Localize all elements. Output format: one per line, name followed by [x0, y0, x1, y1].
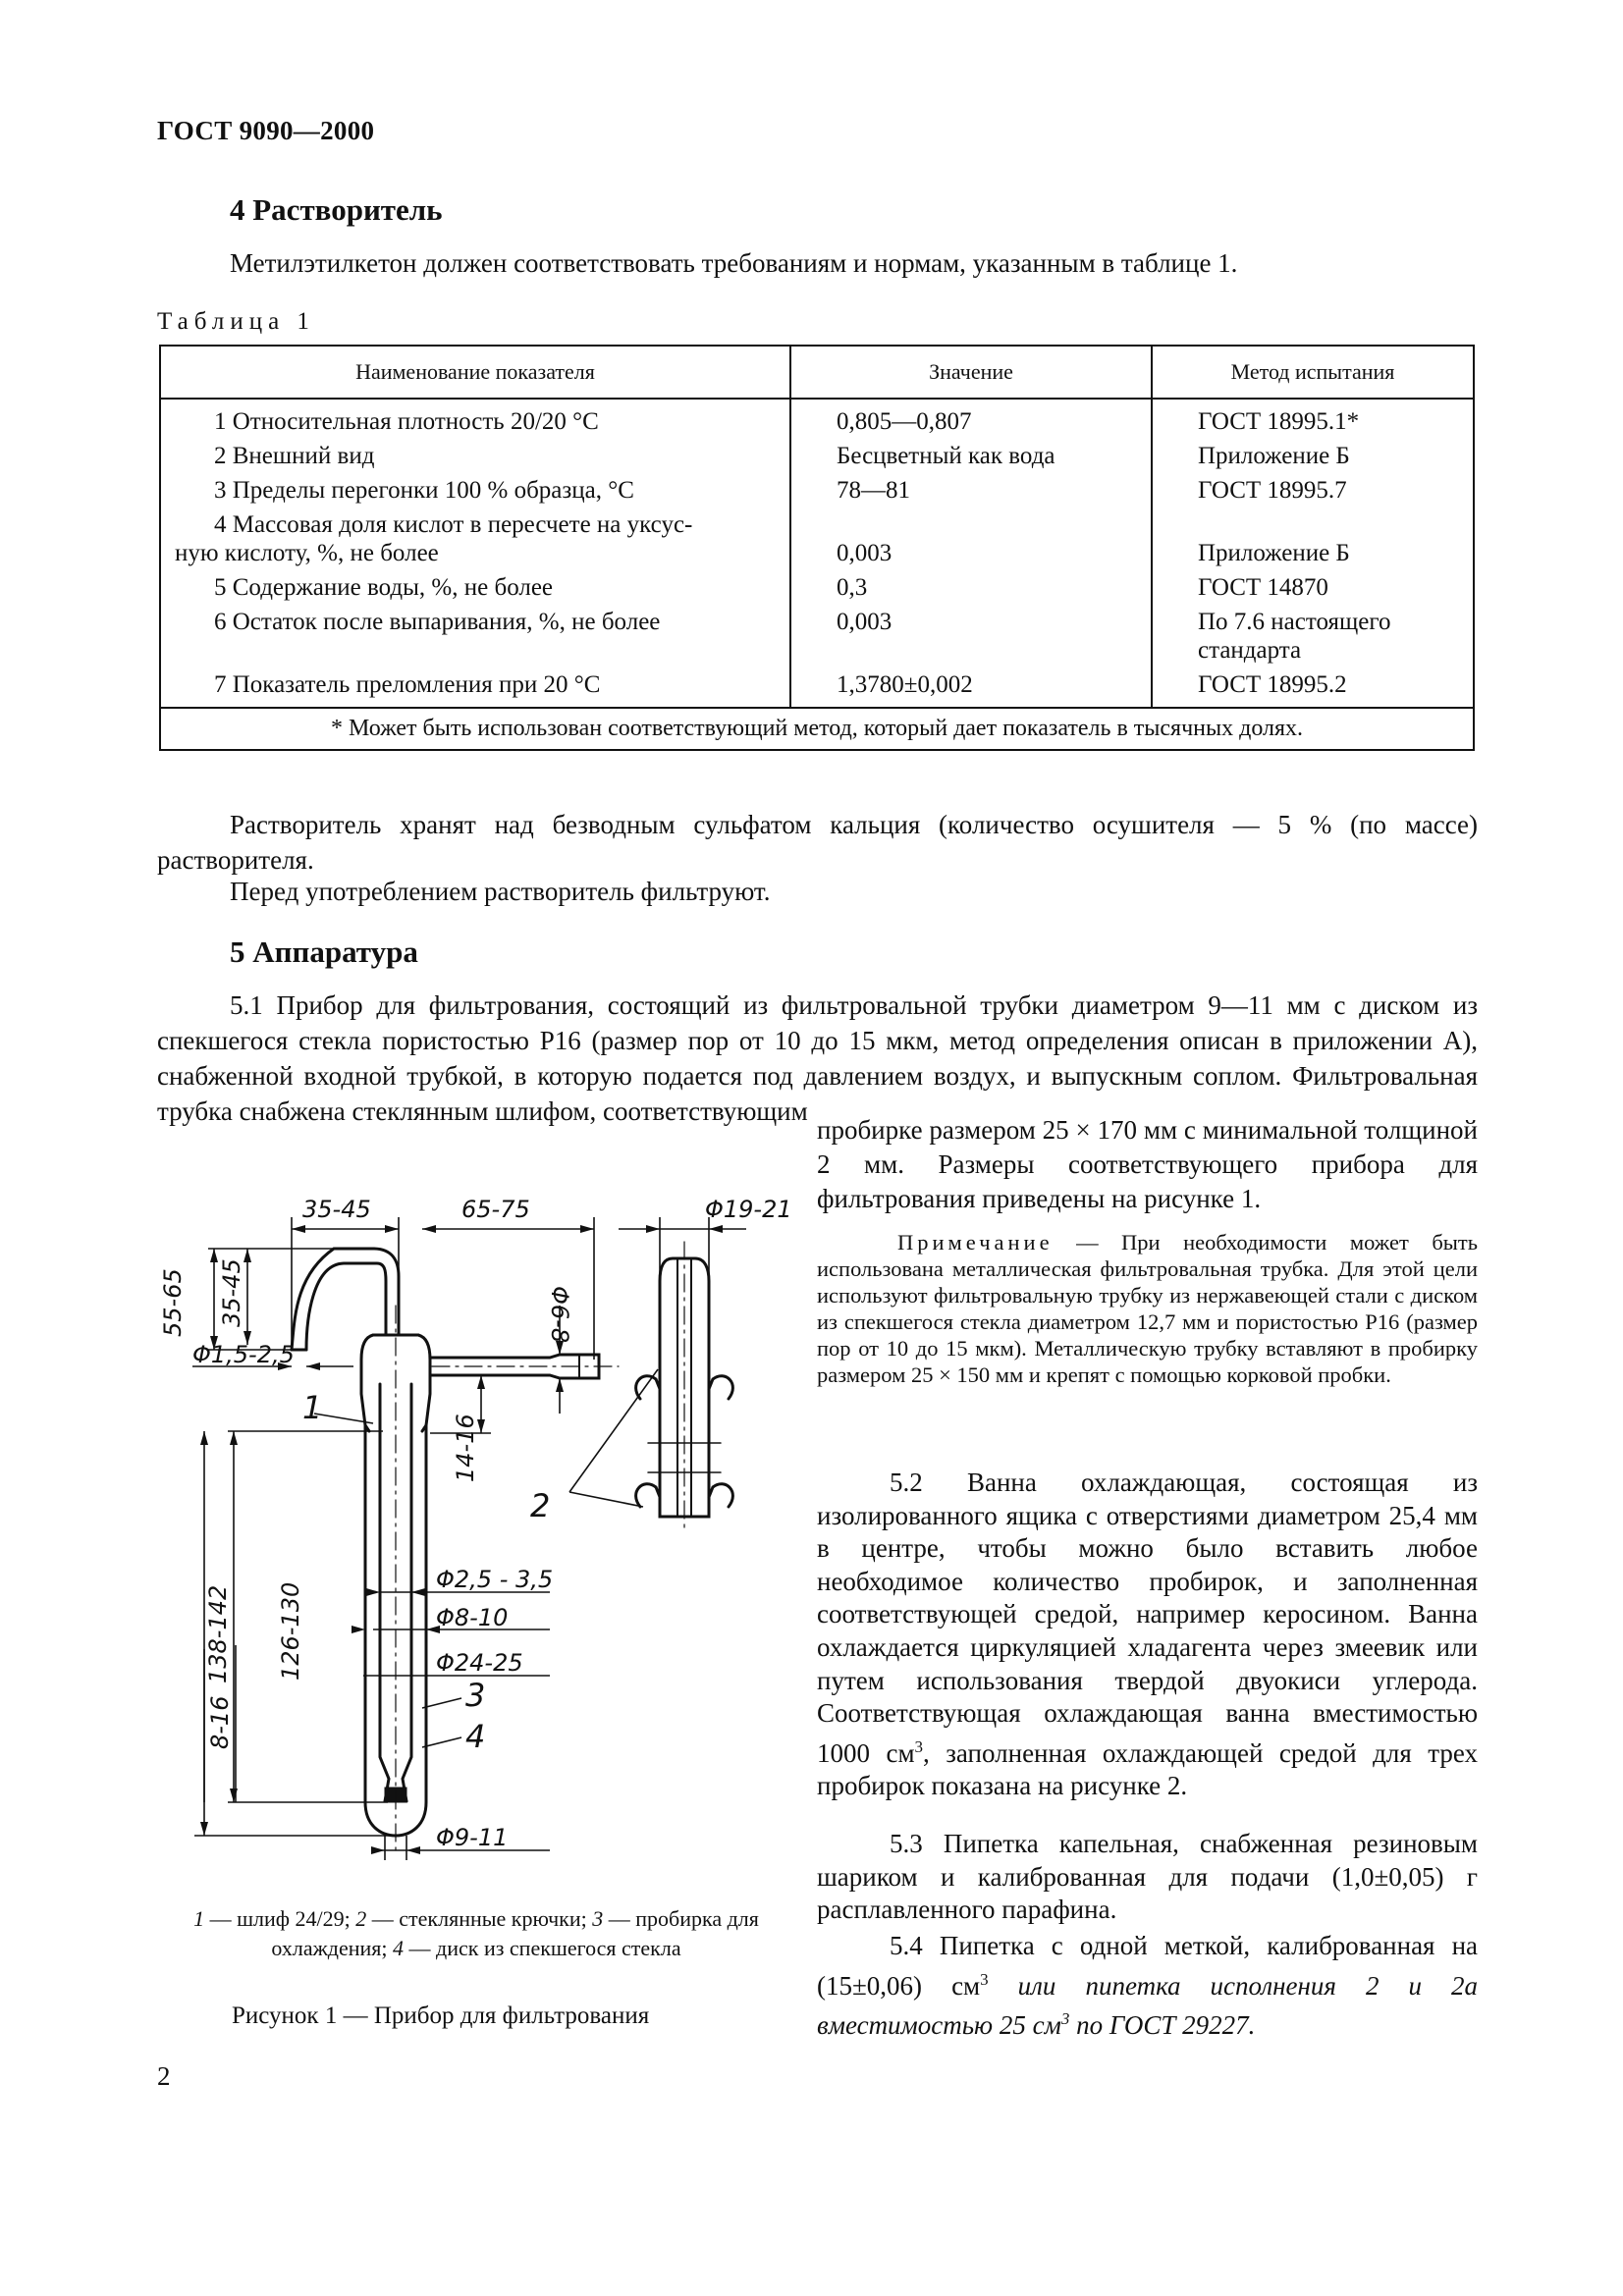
table-1 — [159, 345, 1475, 751]
figure-1-legend — [157, 1904, 795, 1963]
legend-num: 3 — [592, 1906, 604, 1931]
cell-value: 78—81 — [790, 473, 1152, 507]
dim-label: Φ6-8 — [546, 1286, 573, 1344]
dim-label: Φ2,5 - 3,5 — [436, 1566, 554, 1593]
cell-name: 7 Показатель преломления при 20 °С — [214, 671, 601, 698]
dim-label: Φ19-21 — [705, 1196, 792, 1223]
superscript: 3 — [914, 1736, 924, 1756]
dim-label: 55-65 — [159, 1268, 187, 1337]
para-5-4 — [817, 1930, 1478, 2043]
dim-label: Φ9-11 — [436, 1824, 509, 1851]
cell-value: 0,805—0,807 — [790, 399, 1152, 439]
section-4-intro: Метилэтилкетон должен соответствовать требованиям и нормам, указанным в таблице 1. — [230, 248, 1238, 278]
cell-value: Бесцветный как вода — [790, 439, 1152, 473]
legend-text: — шлиф 24/29; — [204, 1906, 356, 1931]
dim-label: 126-130 — [277, 1581, 304, 1681]
cell-method: ГОСТ 14870 — [1152, 570, 1474, 605]
note-label: Примечание — [897, 1230, 1054, 1255]
dim-label: Φ8-10 — [436, 1604, 509, 1631]
table-row — [160, 439, 1474, 473]
cell-name: 1 Относительная плотность 20/20 °С — [214, 408, 599, 435]
dim-label: 14-16 — [452, 1414, 479, 1482]
cell-value: 1,3780±0,002 — [790, 667, 1152, 708]
table-row — [160, 507, 1474, 570]
para-5-3: 5.3 Пипетка капельная, снабженная резиновым шариком и калиброванная для подачи (1,0±0,05) г расплавленного парафина. — [817, 1829, 1478, 1925]
col-header-method: Метод испытания — [1152, 346, 1474, 399]
document-header: ГОСТ 9090—2000 — [157, 116, 375, 145]
para-5-2 — [817, 1467, 1478, 1803]
note-text: — При необходимости может быть использована металлическая фильтровальная трубка. Для этой цели используют фильтровальную трубку из нержавеющей стали с диском из спекшегося стекла диаметром 12,7 мм и пористостью Р16 (размер пор от 10 до 15 мкм). Металлическую трубку вставляют в пробирку размером 25 × 150 мм и крепят с помощью корковой пробки. — [817, 1230, 1478, 1387]
table-header-row — [160, 346, 1474, 399]
dim-label: 65-75 — [461, 1196, 530, 1223]
col-header-name: Наименование показателя — [160, 346, 790, 399]
cell-name-line2: ную кислоту, %, не более — [175, 540, 439, 566]
cell-method: Приложение Б — [1152, 439, 1474, 473]
note-block — [817, 1229, 1478, 1388]
table-row — [160, 473, 1474, 507]
dim-label: 35-45 — [302, 1196, 371, 1223]
cell-name-line1: 4 Массовая доля кислот в пересчете на уксус- — [214, 511, 693, 538]
cell-value: 0,003 — [790, 507, 1152, 570]
dim-label: 8-16 — [206, 1695, 234, 1749]
figure-1-caption: Рисунок 1 — Прибор для фильтрования — [232, 2002, 650, 2029]
table-row — [160, 605, 1474, 667]
para-5-1: 5.1 Прибор для фильтрования, состоящий из фильтровальной трубки диаметром 9—11 мм с диском из спекшегося стекла пористостью Р16 (размер пор от 10 до 15 мкм, метод определения описан в приложении А), снабженной входной трубкой, в которую подается под давлением воздух, и выпускным соплом. Фильтровальная трубка снабжена стеклянным шлифом, соответствующим — [157, 990, 1478, 1126]
figure-1-drawing — [157, 1186, 805, 1865]
legend-num: 1 — [193, 1906, 205, 1931]
section-4-para-1: Растворитель хранят над безводным сульфатом кальция (количество осушителя — 5 % (по массе) растворителя. — [157, 810, 1478, 875]
callout-label: 3 — [465, 1677, 486, 1714]
cell-method: Приложение Б — [1152, 507, 1474, 570]
legend-text: — пробирка для охлаждения; — [271, 1906, 759, 1960]
table-footnote-row — [160, 708, 1474, 750]
legend-text: — диск из спекшегося стекла — [404, 1936, 681, 1960]
page-number: 2 — [157, 2061, 171, 2091]
section-4-para-2: Перед употреблением растворитель фильтруют. — [230, 877, 771, 906]
dim-label: 35-45 — [218, 1258, 245, 1327]
dim-label: Φ1,5-2,5 — [192, 1341, 295, 1368]
para-5-4-text: 5.4 Пипетка с одной меткой, калиброванная на (15±0,06) см — [817, 1931, 1478, 2001]
table-row — [160, 570, 1474, 605]
para-5-2-text-end: , заполненная охлаждающей средой для трех пробирок показана на рисунке 2. — [817, 1737, 1478, 1801]
dim-label: Φ24-25 — [436, 1649, 523, 1677]
table-footnote: * Может быть использован соответствующий метод, который дает показатель в тысячных долях. — [160, 708, 1474, 750]
cell-method: ГОСТ 18995.2 — [1152, 667, 1474, 708]
table-row — [160, 667, 1474, 708]
cell-method: ГОСТ 18995.1* — [1152, 399, 1474, 439]
cell-method-line1: По 7.6 настоящего — [1198, 609, 1391, 635]
callout-label: 2 — [530, 1487, 551, 1524]
callout-label: 1 — [302, 1389, 323, 1426]
cell-name: 5 Содержание воды, %, не более — [214, 574, 554, 601]
callout-label: 4 — [465, 1718, 486, 1755]
para-5-4-italic-end: по ГОСТ 29227. — [1069, 2010, 1256, 2041]
para-5-2-text: 5.2 Ванна охлаждающая, состоящая из изолированного ящика с отверстиями диаметром 25,4 мм в центре, чтобы можно было вставить любое необходимое количество пробирок, и заполненная соответствующей средой, например керосином. Ванна охлаждается циркуляцией хладагента через змеевик или путем использования твердой двуокиси углерода. Соответствующая охлаждающая ванна вместимостью 1000 см — [817, 1468, 1478, 1768]
cell-name: 2 Внешний вид — [214, 443, 375, 469]
cell-method-line2: стандарта — [1198, 637, 1302, 664]
cell-value: 0,3 — [790, 570, 1152, 605]
superscript: 3 — [1060, 2009, 1070, 2029]
para-5-4-italic: или пипетка исполнения 2 и 2а вместимостью 25 см — [817, 1970, 1478, 2041]
dim-label: 138-142 — [204, 1584, 232, 1683]
cell-value: 0,003 — [790, 605, 1152, 667]
legend-num: 4 — [393, 1936, 405, 1960]
legend-num: 2 — [355, 1906, 367, 1931]
section-4-heading: 4 Растворитель — [230, 192, 443, 227]
table-row — [160, 399, 1474, 439]
legend-text: — стеклянные крючки; — [366, 1906, 593, 1931]
section-5-heading: 5 Аппаратура — [230, 934, 418, 969]
para-5-1-continued: пробирке размером 25 × 170 мм с минимальной толщиной 2 мм. Размеры соответствующего прибора для фильтрования приведены на рисунке 1. — [817, 1115, 1478, 1213]
cell-method: ГОСТ 18995.7 — [1152, 473, 1474, 507]
superscript: 3 — [980, 1969, 989, 1989]
table-caption: Таблица 1 — [157, 308, 315, 335]
cell-name: 6 Остаток после выпаривания, %, не более — [214, 609, 661, 635]
cell-name: 3 Пределы перегонки 100 % образца, °С — [214, 477, 634, 504]
col-header-value: Значение — [790, 346, 1152, 399]
